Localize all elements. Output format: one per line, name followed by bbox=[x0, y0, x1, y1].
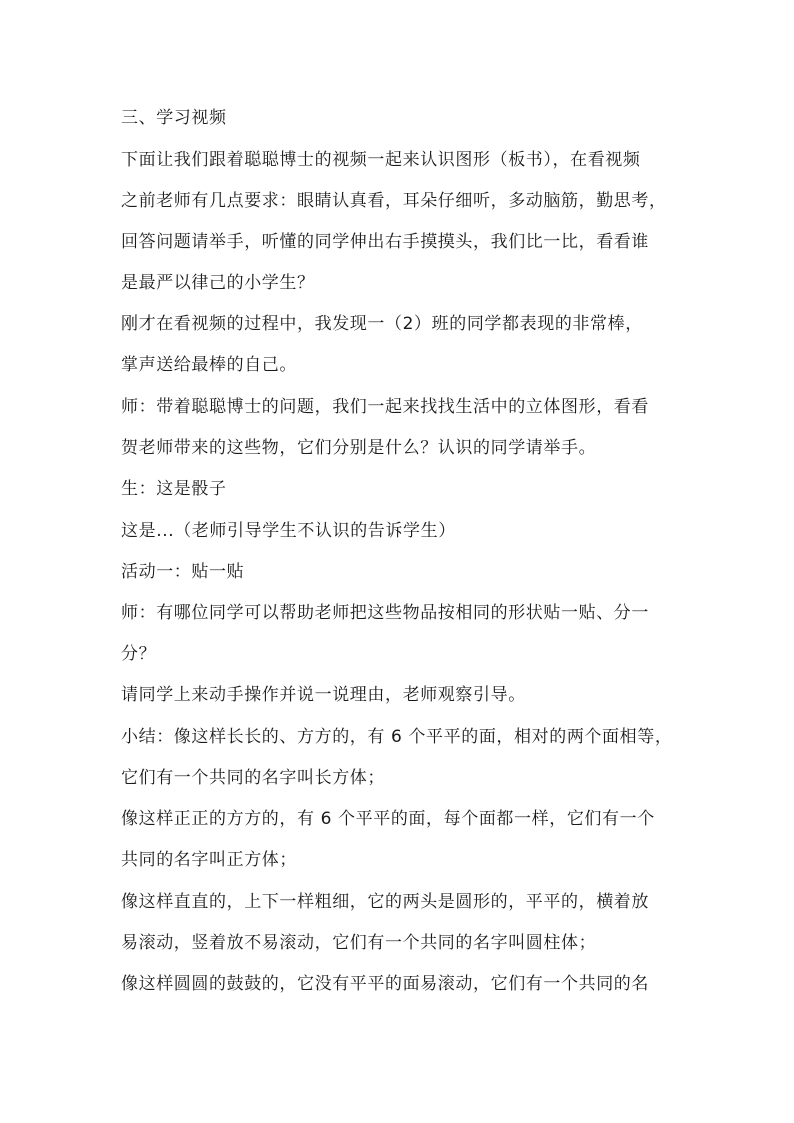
paragraph-line: 掌声送给最棒的自己。 bbox=[121, 355, 297, 375]
paragraph-line: 这是...（老师引导学生不认识的告诉学生） bbox=[121, 521, 456, 541]
paragraph-line: 下面让我们跟着聪聪博士的视频一起来认识图形（板书），在看视频 bbox=[121, 150, 641, 170]
paragraph-line: 请同学上来动手操作并说一说理由，老师观察引导。 bbox=[121, 685, 526, 705]
paragraph-line: 共同的名字叫正方体； bbox=[121, 850, 297, 870]
paragraph-line: 刚才在看视频的过程中，我发现一（2）班的同学都表现的非常棒， bbox=[121, 314, 643, 334]
paragraph-line: 像这样正正的方方的，有 6 个平平的面，每个面都一样，它们有一个 bbox=[121, 809, 655, 829]
paragraph-line: 它们有一个共同的名字叫长方体； bbox=[121, 768, 385, 788]
paragraph-line: 师：有哪位同学可以帮助老师把这些物品按相同的形状贴一贴、分一 bbox=[121, 603, 649, 623]
activity-heading: 活动一：贴一贴 bbox=[121, 562, 245, 582]
paragraph-line: 是最严以律己的小学生？ bbox=[121, 273, 315, 293]
paragraph-line: 易滚动，竖着放不易滚动，它们有一个共同的名字叫圆柱体； bbox=[121, 933, 597, 953]
paragraph-line: 师：带着聪聪博士的问题，我们一起来找找生活中的立体图形，看看 bbox=[121, 397, 649, 417]
paragraph-line: 之前老师有几点要求：眼睛认真看，耳朵仔细听，多动脑筋，勤思考， bbox=[121, 191, 667, 211]
paragraph-line: 像这样圆圆的鼓鼓的，它没有平平的面易滚动，它们有一个共同的名 bbox=[121, 974, 649, 994]
paragraph-line: 像这样直直的，上下一样粗细，它的两头是圆形的，平平的，横着放 bbox=[121, 892, 649, 912]
paragraph-line: 贺老师带来的这些物，它们分别是什么？认识的同学请举手。 bbox=[121, 438, 597, 458]
paragraph-line: 小结：像这样长长的、方方的，有 6 个平平的面，相对的两个面相等， bbox=[121, 727, 673, 747]
paragraph-line: 分？ bbox=[121, 644, 157, 664]
section-heading: 三、学习视频 bbox=[121, 108, 227, 128]
paragraph-line: 生：这是骰子 bbox=[121, 479, 227, 499]
paragraph-line: 回答问题请举手，听懂的同学伸出右手摸摸头，我们比一比，看看谁 bbox=[121, 232, 649, 252]
